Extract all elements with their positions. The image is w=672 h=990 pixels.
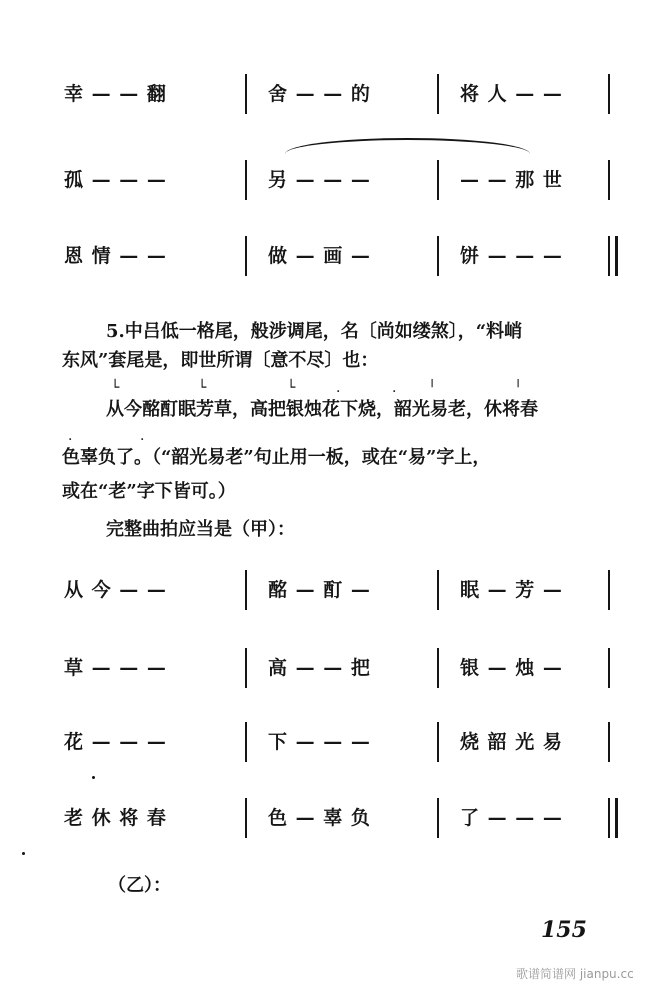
measure-2: 做 — 画 — xyxy=(268,245,371,267)
page-number: 155 xyxy=(541,917,587,943)
beat-dot: · xyxy=(140,432,145,448)
measure-2: 高 — — 把 xyxy=(268,657,371,679)
prose-line: 完整曲拍应当是（甲）： xyxy=(106,519,295,540)
bar-line xyxy=(608,648,610,688)
measure-3: 饼 — — — xyxy=(460,245,563,267)
beat-dot: · xyxy=(392,384,397,400)
bar-line xyxy=(437,570,439,610)
score-row xyxy=(60,74,620,114)
prose-line: 东风”套尾是，即世所谓〔意不尽〕也： xyxy=(62,350,379,371)
measure-1: 花 — — — xyxy=(64,731,167,753)
measure-2: 酩 — 酊 — xyxy=(268,579,371,601)
bar-line xyxy=(245,74,247,114)
beat-mark: ╵ xyxy=(514,380,523,396)
measure-3: 银 — 烛 — xyxy=(460,657,563,679)
measure-1: 幸 — — 翻 xyxy=(64,83,167,105)
beat-dot: · xyxy=(68,432,73,448)
prose-line: 或在“老”字下皆可。） xyxy=(62,481,236,502)
measure-2: 色 — 辜 负 xyxy=(268,807,371,829)
final-double-bar xyxy=(608,798,618,838)
measure-3: 烧 韶 光 易 xyxy=(460,731,563,753)
bar-line xyxy=(608,74,610,114)
bar-line xyxy=(437,722,439,762)
prose-line: 5.中吕低一格尾，般涉调尾，名〔尚如缕煞〕，“料峭 xyxy=(106,321,523,342)
bar-line xyxy=(437,160,439,200)
score-row xyxy=(60,648,620,688)
score-row xyxy=(60,570,620,610)
bar-line xyxy=(437,236,439,276)
section-label-yi: （乙）： xyxy=(108,875,171,896)
measure-2: 下 — — — xyxy=(268,731,371,753)
measure-1: 老 休 将 春 xyxy=(64,807,167,829)
measure-3: 眠 — 芳 — xyxy=(460,579,563,601)
measure-2: 舍 — — 的 xyxy=(268,83,371,105)
beat-dot: · xyxy=(336,384,341,400)
measure-1: 孤 — — — xyxy=(64,169,167,191)
score-row xyxy=(60,798,620,838)
bar-line xyxy=(608,722,610,762)
prose-line: 色辜负了。（“韶光易老”句止用一板，或在“易”字上， xyxy=(62,447,491,468)
beat-mark: └ xyxy=(287,380,296,396)
bar-line xyxy=(608,160,610,200)
measure-3: — — 那 世 xyxy=(460,169,563,191)
slur-mark xyxy=(285,138,530,154)
measure-3: 了 — — — xyxy=(460,807,563,829)
print-speck xyxy=(22,852,25,855)
bar-line xyxy=(608,570,610,610)
bar-line xyxy=(437,798,439,838)
bar-line xyxy=(245,798,247,838)
measure-1: 从 今 — — xyxy=(64,579,167,601)
site-watermark[interactable]: 歌谱简谱网 jianpu.cc xyxy=(516,967,634,981)
bar-line xyxy=(245,648,247,688)
score-row xyxy=(60,722,620,762)
print-speck xyxy=(92,776,95,779)
measure-1: 恩 情 — — xyxy=(64,245,167,267)
bar-line xyxy=(437,74,439,114)
score-row xyxy=(60,236,620,276)
beat-mark: ╵ xyxy=(428,380,437,396)
measure-1: 草 — — — xyxy=(64,657,167,679)
beat-mark: └ xyxy=(111,380,120,396)
prose-line: 从今酩酊眠芳草，高把银烛花下烧，韶光易老，休将春 xyxy=(106,399,538,420)
bar-line xyxy=(245,570,247,610)
final-double-bar xyxy=(608,236,618,276)
score-row xyxy=(60,160,620,200)
measure-3: 将 人 — — xyxy=(460,83,563,105)
bar-line xyxy=(245,160,247,200)
bar-line xyxy=(437,648,439,688)
measure-2: 另 — — — xyxy=(268,169,371,191)
bar-line xyxy=(245,722,247,762)
beat-mark: └ xyxy=(198,380,207,396)
bar-line xyxy=(245,236,247,276)
